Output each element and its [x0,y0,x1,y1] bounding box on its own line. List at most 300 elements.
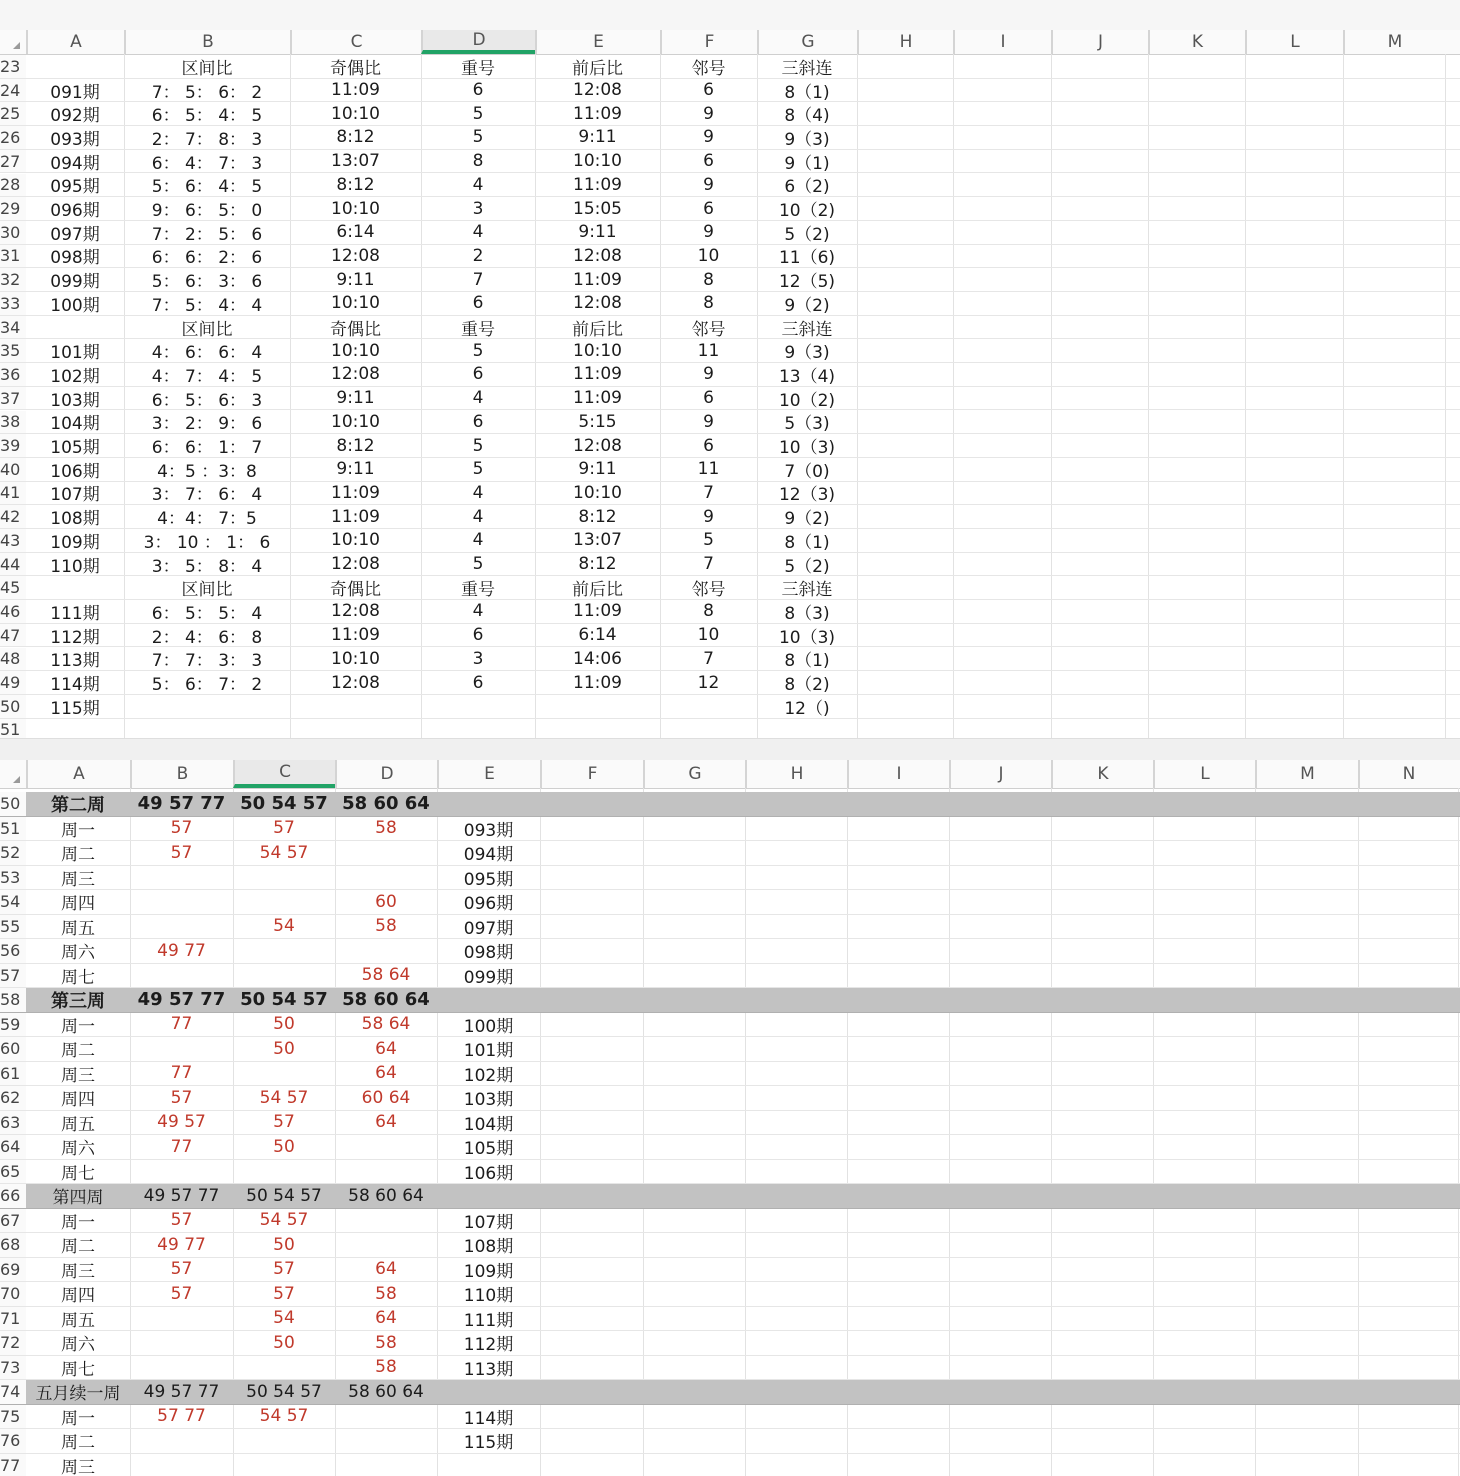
cell-b56[interactable]: 49 77 [157,940,206,961]
row-number[interactable]: 74 [0,1380,26,1404]
cell-e66[interactable] [437,1184,540,1208]
cell-f41[interactable]: 7 [703,482,714,503]
row-number[interactable]: 58 [0,988,26,1012]
cell-b23[interactable]: 区间比 [181,58,233,79]
row-number[interactable]: 75 [0,1405,26,1429]
cell-b47[interactable]: 2： 4： 6： 8 [151,627,263,648]
cell-c36[interactable]: 12:08 [331,364,380,385]
select-all-corner[interactable] [0,30,26,54]
column-header-g[interactable]: G [643,760,745,788]
spreadsheet-bottom[interactable] [0,760,1460,1476]
cell-d59[interactable]: 58 64 [361,1014,411,1035]
cell-a27[interactable]: 094期 [50,153,100,174]
cell-e56[interactable]: 098期 [463,943,514,964]
cell-d31[interactable]: 2 [472,245,484,266]
cell-c60[interactable]: 50 [273,1038,295,1059]
cell-f29[interactable]: 6 [703,198,714,219]
cell-c66[interactable]: 50 54 57 [246,1185,322,1206]
cell-f39[interactable]: 6 [703,435,714,456]
cell-b40[interactable]: 4：5 ：3：8 [157,461,257,482]
cell-b27[interactable]: 6： 4： 7： 3 [151,153,263,174]
cell-b70[interactable]: 57 [170,1283,193,1304]
cell-e77[interactable] [437,1454,540,1476]
cell-f47[interactable]: 10 [697,625,720,646]
cell-d28[interactable]: 4 [472,174,484,195]
cell-d66[interactable]: 58 60 64 [348,1185,424,1206]
cell-a23[interactable] [26,55,124,78]
cell-a40[interactable]: 106期 [50,461,100,482]
cell-c65[interactable] [233,1160,335,1184]
cell-e33[interactable]: 12:08 [573,293,622,314]
row-number[interactable]: 34 [0,316,26,339]
cell-e42[interactable]: 8:12 [578,506,617,527]
cell-a25[interactable]: 092期 [50,106,100,127]
cell-a39[interactable]: 105期 [50,438,100,459]
spreadsheet-top[interactable] [0,30,1460,738]
cell-g49[interactable]: 8（2) [784,675,830,696]
cell-e29[interactable]: 15:05 [573,198,622,219]
cell-a77[interactable]: 周三 [61,1457,95,1476]
cell-d41[interactable]: 4 [472,482,484,503]
column-header-k[interactable]: K [1051,760,1153,788]
cell-e73[interactable]: 113期 [463,1359,514,1380]
cell-f50[interactable] [660,695,757,718]
cell-a41[interactable]: 107期 [50,485,100,506]
row-number[interactable]: 64 [0,1135,26,1159]
cell-b72[interactable] [130,1331,233,1355]
row-number[interactable]: 60 [0,1037,26,1061]
cell-a29[interactable]: 096期 [50,201,100,222]
column-header-b[interactable]: B [124,30,290,54]
cell-d23[interactable]: 重号 [461,58,495,79]
cell-c71[interactable]: 54 [273,1308,295,1329]
cell-e58[interactable] [437,988,540,1012]
column-header-m[interactable]: M [1343,30,1445,54]
cell-e40[interactable]: 9:11 [578,459,617,480]
cell-g32[interactable]: 12（5) [778,272,836,293]
cell-b25[interactable]: 6： 5： 4： 5 [151,106,263,127]
row-number[interactable]: 27 [0,150,26,173]
cell-d49[interactable]: 6 [472,672,484,693]
cell-c31[interactable]: 12:08 [331,245,380,266]
cell-e64[interactable]: 105期 [463,1139,514,1160]
cell-c61[interactable] [233,1062,335,1086]
cell-c39[interactable]: 8:12 [336,435,375,456]
cell-d51[interactable]: 58 [375,818,397,839]
cell-d63[interactable]: 64 [375,1112,397,1133]
cell-d56[interactable] [335,939,437,963]
cell-c57[interactable] [233,964,335,988]
cell-c55[interactable]: 54 [273,916,295,937]
row-number[interactable]: 30 [0,221,26,244]
cell-e62[interactable]: 103期 [463,1090,514,1111]
row-number[interactable]: 43 [0,529,26,552]
cell-a30[interactable]: 097期 [50,224,100,245]
column-header-a[interactable]: A [26,30,124,54]
row-number[interactable]: 29 [0,197,26,220]
cell-f42[interactable]: 9 [703,506,714,527]
cell-e30[interactable]: 9:11 [578,222,617,243]
cell-c59[interactable]: 50 [273,1014,295,1035]
cell-c58[interactable]: 50 54 57 [240,989,328,1011]
cell-e31[interactable]: 12:08 [573,245,622,266]
cell-c76[interactable] [233,1429,335,1453]
cell-d32[interactable]: 7 [472,269,484,290]
cell-b51[interactable]: 57 [170,818,193,839]
cell-d29[interactable]: 3 [472,198,484,219]
cell-d69[interactable]: 64 [375,1259,397,1280]
row-number[interactable]: 47 [0,624,26,647]
cell-d52[interactable] [335,841,437,865]
cell-a74[interactable]: 五月续一周 [35,1384,121,1405]
cell-d77[interactable] [335,1454,437,1476]
row-number[interactable]: 57 [0,964,26,988]
cell-g36[interactable]: 13（4) [778,366,836,387]
cell-d62[interactable]: 60 64 [361,1087,411,1108]
cell-a47[interactable]: 112期 [50,627,100,648]
cell-e46[interactable]: 11:09 [573,601,622,622]
cell-d64[interactable] [335,1135,437,1159]
cell-b53[interactable] [130,866,233,890]
cell-c29[interactable]: 10:10 [331,198,380,219]
cell-a42[interactable]: 108期 [50,509,100,530]
cell-b41[interactable]: 3： 7： 6： 4 [151,485,263,506]
cell-a50[interactable]: 第二周 [51,794,105,816]
cell-g26[interactable]: 9（3) [784,129,830,150]
cell-d43[interactable]: 4 [472,530,484,551]
cell-f49[interactable]: 12 [697,672,720,693]
cell-d35[interactable]: 5 [472,340,484,361]
cell-a31[interactable]: 098期 [50,248,100,269]
row-number[interactable]: 37 [0,387,26,410]
cell-e65[interactable]: 106期 [463,1163,514,1184]
cell-g23[interactable]: 三斜连 [781,58,833,79]
cell-a55[interactable]: 周五 [61,918,95,939]
column-header-j[interactable]: J [949,760,1051,788]
cell-b58[interactable]: 49 57 77 [137,989,226,1011]
cell-c49[interactable]: 12:08 [331,672,380,693]
cell-a70[interactable]: 周四 [61,1286,95,1307]
cell-g38[interactable]: 5（3) [784,414,830,435]
cell-c40[interactable]: 9:11 [336,459,375,480]
row-number[interactable]: 46 [0,600,26,623]
cell-a32[interactable]: 099期 [50,272,100,293]
column-header-c[interactable]: C [233,760,335,788]
cell-e41[interactable]: 10:10 [573,482,622,503]
cell-g40[interactable]: 7（0) [784,461,830,482]
row-number[interactable]: 68 [0,1233,26,1257]
cell-d51[interactable] [421,719,535,738]
cell-c74[interactable]: 50 54 57 [246,1381,322,1402]
cell-g43[interactable]: 8（1) [784,532,830,553]
select-all-corner[interactable] [0,760,26,788]
cell-g29[interactable]: 10（2) [778,201,836,222]
row-number[interactable]: 38 [0,411,26,434]
cell-c23[interactable]: 奇偶比 [330,58,381,79]
cell-f35[interactable]: 11 [697,340,720,361]
row-number[interactable]: 28 [0,174,26,197]
cell-c67[interactable]: 54 57 [259,1210,309,1231]
cell-g42[interactable]: 9（2) [784,509,830,530]
cell-c52[interactable]: 54 57 [259,842,309,863]
cell-a28[interactable]: 095期 [50,177,100,198]
cell-d42[interactable]: 4 [472,506,484,527]
cell-b33[interactable]: 7： 5： 4： 4 [151,295,263,316]
cell-c54[interactable] [233,890,335,914]
cell-g39[interactable]: 10（3) [778,438,836,459]
cell-e27[interactable]: 10:10 [573,151,622,172]
cell-b51[interactable] [124,719,290,738]
cell-d37[interactable]: 4 [472,388,484,409]
cell-c42[interactable]: 11:09 [331,506,380,527]
cell-a53[interactable]: 周三 [61,869,95,890]
cell-d36[interactable]: 6 [472,364,484,385]
cell-b35[interactable]: 4： 6： 6： 4 [151,343,263,364]
cell-e51[interactable] [535,719,660,738]
cell-e48[interactable]: 14:06 [573,648,622,669]
column-header-j[interactable]: J [1051,30,1148,54]
cell-f45[interactable]: 邻号 [691,580,726,601]
cell-b75[interactable]: 57 77 [157,1406,206,1427]
cell-e51[interactable]: 093期 [463,820,514,841]
cell-b65[interactable] [130,1160,233,1184]
cell-g44[interactable]: 5（2) [784,556,830,577]
cell-a65[interactable]: 周七 [61,1163,95,1184]
cell-f48[interactable]: 7 [703,648,714,669]
cell-d72[interactable]: 58 [375,1332,397,1353]
column-header-h[interactable]: H [857,30,953,54]
cell-d50[interactable]: 58 60 64 [342,793,430,815]
row-number[interactable]: 50 [0,792,26,816]
row-number[interactable]: 55 [0,915,26,939]
cell-f51[interactable] [660,719,757,738]
cell-c34[interactable]: 奇偶比 [330,319,381,340]
row-number[interactable]: 54 [0,890,26,914]
cell-f30[interactable]: 9 [703,222,714,243]
row-number[interactable]: 31 [0,245,26,268]
cell-a50[interactable]: 115期 [50,698,100,719]
cell-d44[interactable]: 5 [472,554,484,575]
cell-e28[interactable]: 11:09 [573,174,622,195]
cell-f23[interactable]: 邻号 [691,58,726,79]
cell-d33[interactable]: 6 [472,293,484,314]
cell-g31[interactable]: 11（6) [778,248,836,269]
cell-a63[interactable]: 周五 [61,1114,95,1135]
cell-c73[interactable] [233,1356,335,1380]
row-number[interactable]: 52 [0,841,26,865]
cell-d50[interactable] [421,695,535,718]
row-number[interactable]: 48 [0,648,26,671]
cell-d38[interactable]: 6 [472,411,484,432]
cell-e32[interactable]: 11:09 [573,269,622,290]
cell-d26[interactable]: 5 [472,127,484,148]
cell-b38[interactable]: 3： 2： 9： 6 [151,414,263,435]
column-header-c[interactable]: C [290,30,421,54]
cell-e54[interactable]: 096期 [463,894,514,915]
cell-f40[interactable]: 11 [697,459,720,480]
cell-d57[interactable]: 58 64 [361,965,411,986]
cell-d68[interactable] [335,1233,437,1257]
cell-e25[interactable]: 11:09 [573,103,622,124]
cell-e72[interactable]: 112期 [463,1335,514,1356]
column-header-g[interactable]: G [757,30,857,54]
cell-d70[interactable]: 58 [375,1283,397,1304]
cell-b52[interactable]: 57 [170,842,193,863]
cell-g33[interactable]: 9（2) [784,295,830,316]
cell-b54[interactable] [130,890,233,914]
row-number[interactable]: 41 [0,482,26,505]
cell-b30[interactable]: 7： 2： 5： 6 [151,224,263,245]
column-header-a[interactable]: A [26,760,130,788]
cell-c44[interactable]: 12:08 [331,554,380,575]
row-number[interactable]: 67 [0,1209,26,1233]
column-header-e[interactable]: E [535,30,660,54]
cell-b44[interactable]: 3： 5： 8： 4 [151,556,263,577]
column-header-n[interactable]: N [1358,760,1458,788]
cell-b26[interactable]: 2： 7： 8： 3 [151,129,263,150]
cell-b64[interactable]: 77 [170,1136,193,1157]
cell-a44[interactable]: 110期 [50,556,100,577]
cell-c26[interactable]: 8:12 [336,127,375,148]
cell-b50[interactable]: 49 57 77 [137,793,226,815]
row-number[interactable]: 23 [0,55,26,78]
cell-e61[interactable]: 102期 [463,1065,514,1086]
cell-a75[interactable]: 周一 [61,1408,95,1429]
cell-a64[interactable]: 周六 [61,1139,95,1160]
row-number[interactable]: 71 [0,1307,26,1331]
row-number[interactable]: 73 [0,1356,26,1380]
cell-d34[interactable]: 重号 [461,319,495,340]
cell-f31[interactable]: 10 [697,245,720,266]
row-number[interactable]: 70 [0,1282,26,1306]
cell-e35[interactable]: 10:10 [573,340,622,361]
row-number[interactable]: 42 [0,505,26,528]
cell-d25[interactable]: 5 [472,103,484,124]
row-number[interactable]: 65 [0,1160,26,1184]
cell-d40[interactable]: 5 [472,459,484,480]
column-header-d[interactable]: D [335,760,437,788]
cell-d27[interactable]: 8 [472,151,484,172]
cell-e53[interactable]: 095期 [463,869,514,890]
cell-e36[interactable]: 11:09 [573,364,622,385]
cell-b31[interactable]: 6： 6： 2： 6 [151,248,263,269]
cell-f44[interactable]: 7 [703,554,714,575]
column-header-d[interactable]: D [421,30,535,54]
cell-b63[interactable]: 49 57 [157,1112,206,1133]
cell-b57[interactable] [130,964,233,988]
cell-a56[interactable]: 周六 [61,943,95,964]
cell-b73[interactable] [130,1356,233,1380]
cell-b37[interactable]: 6： 5： 6： 3 [151,390,263,411]
cell-e45[interactable]: 前后比 [572,580,623,601]
cell-d54[interactable]: 60 [375,891,397,912]
cell-a61[interactable]: 周三 [61,1065,95,1086]
cell-c24[interactable]: 11:09 [331,80,380,101]
cell-a59[interactable]: 周一 [61,1016,95,1037]
cell-b67[interactable]: 57 [170,1210,193,1231]
cell-c72[interactable]: 50 [273,1332,295,1353]
cell-e74[interactable] [437,1380,540,1404]
row-number[interactable]: 51 [0,719,26,738]
row-number[interactable]: 66 [0,1184,26,1208]
cell-g35[interactable]: 9（3) [784,343,830,364]
cell-d45[interactable]: 重号 [461,580,495,601]
cell-b74[interactable]: 49 57 77 [143,1381,220,1402]
cell-g48[interactable]: 8（1) [784,651,830,672]
cell-e60[interactable]: 101期 [463,1041,514,1062]
row-number[interactable]: 45 [0,576,26,599]
cell-a66[interactable]: 第四周 [52,1188,104,1209]
row-number[interactable]: 76 [0,1429,26,1453]
cell-e59[interactable]: 100期 [463,1016,514,1037]
column-header-h[interactable]: H [745,760,847,788]
cell-e24[interactable]: 12:08 [573,80,622,101]
cell-g51[interactable] [757,719,857,738]
cell-g34[interactable]: 三斜连 [781,319,833,340]
cell-f37[interactable]: 6 [703,388,714,409]
column-header-i[interactable]: I [953,30,1051,54]
cell-b49[interactable]: 5： 6： 7： 2 [151,675,263,696]
cell-f28[interactable]: 9 [703,174,714,195]
row-number[interactable]: 62 [0,1086,26,1110]
cell-a58[interactable]: 第三周 [51,990,105,1012]
cell-e50[interactable] [535,695,660,718]
cell-c53[interactable] [233,866,335,890]
row-number[interactable]: 49 [0,671,26,694]
cell-a26[interactable]: 093期 [50,129,100,150]
row-number[interactable]: 53 [0,866,26,890]
cell-f33[interactable]: 8 [703,293,714,314]
cell-c62[interactable]: 54 57 [259,1087,309,1108]
row-number[interactable]: 61 [0,1062,26,1086]
cell-g37[interactable]: 10（2) [778,390,836,411]
cell-b46[interactable]: 6： 5： 5： 4 [151,603,263,624]
cell-b76[interactable] [130,1429,233,1453]
cell-d48[interactable]: 3 [472,648,484,669]
row-number[interactable]: 56 [0,939,26,963]
cell-f46[interactable]: 8 [703,601,714,622]
cell-c37[interactable]: 9:11 [336,388,375,409]
cell-e67[interactable]: 107期 [463,1212,514,1233]
cell-d39[interactable]: 5 [472,435,484,456]
cell-b77[interactable] [130,1454,233,1476]
column-header-l[interactable]: L [1245,30,1343,54]
cell-d65[interactable] [335,1160,437,1184]
cell-b50[interactable] [124,695,290,718]
cell-a48[interactable]: 113期 [50,651,100,672]
cell-g45[interactable]: 三斜连 [781,580,833,601]
cell-b61[interactable]: 77 [170,1063,193,1084]
cell-c46[interactable]: 12:08 [331,601,380,622]
row-number[interactable]: 36 [0,363,26,386]
cell-f36[interactable]: 9 [703,364,714,385]
cell-d24[interactable]: 6 [472,80,484,101]
cell-g25[interactable]: 8（4) [784,106,830,127]
cell-a37[interactable]: 103期 [50,390,100,411]
column-header-f[interactable]: F [660,30,757,54]
cell-c38[interactable]: 10:10 [331,411,380,432]
cell-e37[interactable]: 11:09 [573,388,622,409]
cell-b28[interactable]: 5： 6： 4： 5 [151,177,263,198]
cell-a35[interactable]: 101期 [50,343,100,364]
cell-a49[interactable]: 114期 [50,675,100,696]
cell-e69[interactable]: 109期 [463,1261,514,1282]
cell-b59[interactable]: 77 [170,1014,193,1035]
cell-g27[interactable]: 9（1) [784,153,830,174]
row-number[interactable]: 50 [0,695,26,718]
cell-g28[interactable]: 6（2) [784,177,830,198]
cell-b29[interactable]: 9： 6： 5： 0 [151,201,263,222]
